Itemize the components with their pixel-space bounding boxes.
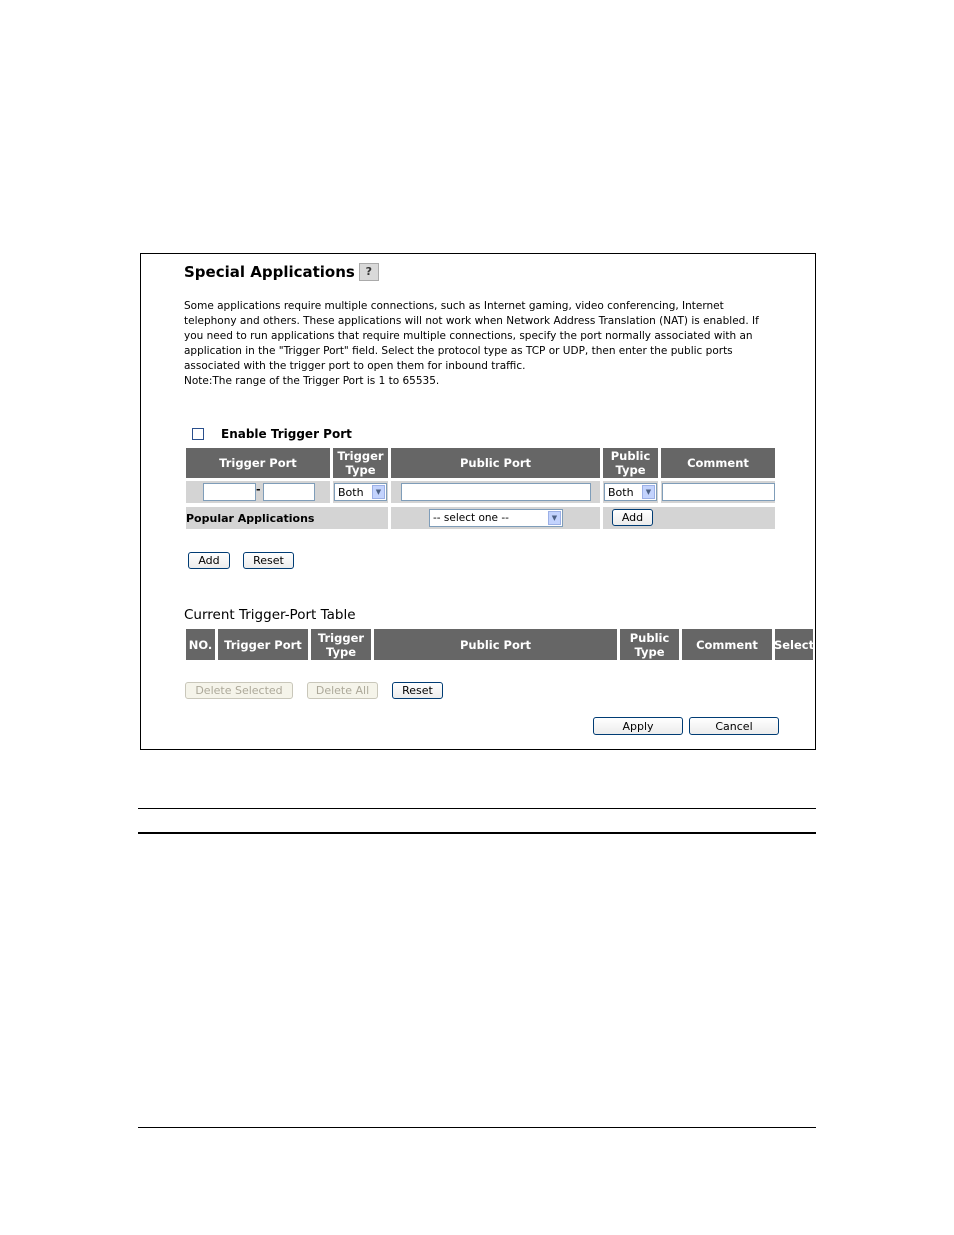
current-table-title: Current Trigger-Port Table <box>184 607 356 623</box>
public-type-value: Both <box>608 485 634 499</box>
current-header-select: Select <box>775 629 813 660</box>
current-header-trigger-type-line1: Trigger <box>317 630 365 645</box>
current-header-trigger-type <box>311 629 371 660</box>
page-rule <box>138 832 816 834</box>
description-line: associated with the trigger port to open them for inbound traffic. <box>184 360 526 372</box>
description-line: application in the "Trigger Port" field. Select the protocol type as TCP or UDP, then enter the public ports <box>184 345 733 357</box>
reset-form-button[interactable]: Reset <box>243 552 294 569</box>
page-rule <box>138 808 816 809</box>
page-title <box>184 263 379 281</box>
current-header-public-type-line1: Public <box>629 630 670 645</box>
special-applications-panel <box>140 253 816 750</box>
apply-button[interactable]: Apply <box>593 717 683 735</box>
port-range-separator: - <box>256 483 261 496</box>
comment-input[interactable] <box>662 483 775 501</box>
popular-add-button[interactable]: Add <box>612 509 653 526</box>
popular-applications-label: Popular Applications <box>186 511 315 525</box>
current-header-public-type-line2: Type <box>634 644 665 659</box>
header-public-port: Public Port <box>391 448 600 478</box>
current-header-trigger-type-line2: Type <box>325 644 356 659</box>
description-line: Note:The range of the Trigger Port is 1 to 65535. <box>184 375 440 387</box>
enable-trigger-row <box>192 427 352 441</box>
header-trigger-type-line2: Type <box>345 463 376 477</box>
current-header-trigger-port: Trigger Port <box>218 629 308 660</box>
header-trigger-type <box>333 448 388 478</box>
trigger-port-start-input[interactable] <box>203 483 256 501</box>
enable-trigger-label: Enable Trigger Port <box>221 427 352 441</box>
trigger-type-select[interactable] <box>334 483 387 501</box>
header-trigger-port: Trigger Port <box>186 448 330 478</box>
chevron-down-icon: ▼ <box>548 511 561 525</box>
current-header-public-port: Public Port <box>374 629 617 660</box>
description-line: Some applications require multiple connections, such as Internet gaming, video conferencing, Internet <box>184 300 724 312</box>
delete-all-button[interactable]: Delete All <box>307 682 378 699</box>
chevron-down-icon: ▼ <box>372 485 385 499</box>
header-comment: Comment <box>661 448 775 478</box>
header-public-type-line1: Public <box>610 449 651 463</box>
delete-selected-button[interactable]: Delete Selected <box>185 682 293 699</box>
page-title-text: Special Applications <box>184 263 355 281</box>
add-button[interactable]: Add <box>188 552 230 569</box>
description <box>184 299 784 389</box>
trigger-port-end-input[interactable] <box>263 483 315 501</box>
page-rule <box>138 1127 816 1128</box>
popular-applications-select[interactable] <box>429 509 563 527</box>
current-header-no: NO. <box>186 629 215 660</box>
trigger-type-value: Both <box>338 485 364 499</box>
popular-select-value: -- select one -- <box>433 512 509 524</box>
help-icon[interactable]: ? <box>359 263 379 281</box>
header-public-type <box>603 448 658 478</box>
cancel-button[interactable]: Cancel <box>689 717 779 735</box>
public-port-input[interactable] <box>401 483 591 501</box>
description-line: telephony and others. These applications will not work when Network Address Translation (NAT) is enabled. If <box>184 315 759 327</box>
enable-trigger-checkbox[interactable] <box>192 428 204 440</box>
description-line: you need to run applications that require multiple connections, specify the port normally associated with an <box>184 330 753 342</box>
current-header-comment: Comment <box>682 629 772 660</box>
reset-table-button[interactable]: Reset <box>392 682 443 699</box>
current-header-public-type <box>620 629 679 660</box>
chevron-down-icon: ▼ <box>642 485 655 499</box>
header-public-type-line2: Type <box>615 463 646 477</box>
public-type-select[interactable] <box>604 483 657 501</box>
header-trigger-type-line1: Trigger <box>337 449 384 463</box>
